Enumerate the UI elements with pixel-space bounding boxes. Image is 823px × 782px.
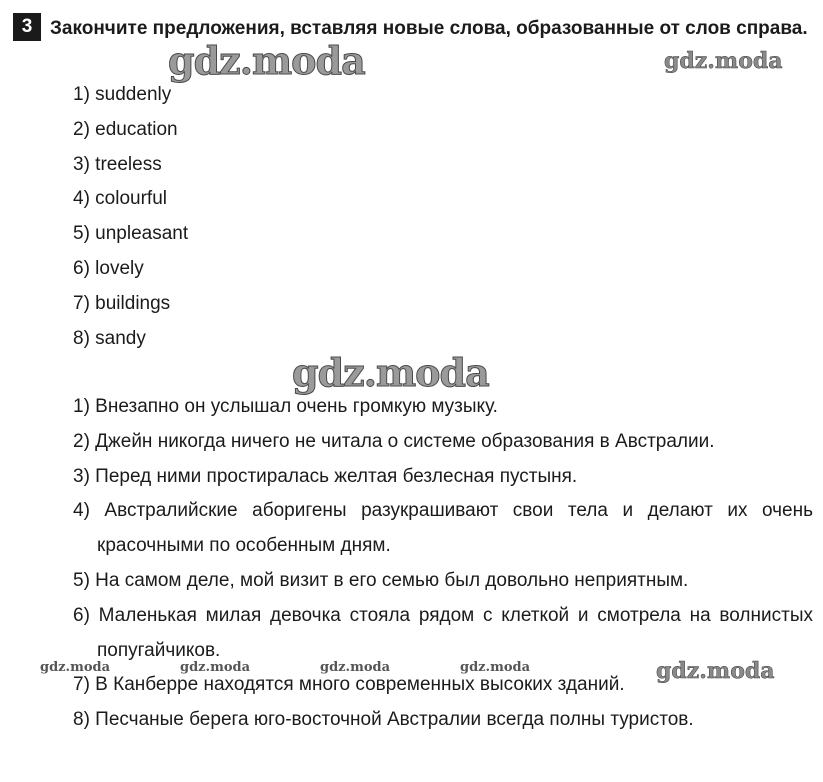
word-item: 2) education [73, 118, 178, 140]
word-item: 3) treeless [73, 153, 162, 175]
sentence-item: 2) Джейн никогда ничего не читала о системе образования в Австралии. [73, 430, 715, 452]
sentence-item: 6) Маленькая милая девочка стояла рядом с клеткой и смотрела на волнистых попугайчиков. [73, 604, 813, 661]
word-list [73, 78, 188, 356]
word-item: 8) sandy [73, 327, 146, 349]
watermark-logo: gdz.moda [320, 660, 391, 675]
sentence-item: 5) На самом деле, мой визит в его семью был довольно неприятным. [73, 569, 689, 591]
word-item: 1) suddenly [73, 84, 172, 105]
watermark-logo: gdz.moda [40, 660, 111, 675]
watermark-logo: gdz.moda [664, 48, 783, 74]
word-item: 5) unpleasant [73, 223, 189, 245]
watermark-logo: gdz.moda [180, 660, 251, 675]
sentence-item: 1) Внезапно он услышал очень громкую музыку. [73, 396, 498, 417]
watermark-logo: gdz.moda [168, 38, 365, 83]
task-number-badge: 3 [13, 13, 41, 41]
word-item: 7) buildings [73, 292, 171, 314]
sentence-item: 8) Песчаные берега юго-восточной Австралии всегда полны туристов. [73, 709, 694, 731]
sentence-item: 3) Перед ними простиралась желтая безлесная пустыня. [73, 465, 578, 487]
sentence-list [73, 390, 813, 738]
task-instruction: Закончите предложения, вставляя новые слова, образованные от слов справа. [50, 18, 808, 39]
sentence-item: 7) В Канберре находятся много современных высоких зданий. [73, 674, 625, 696]
word-item: 6) lovely [73, 257, 144, 279]
watermark-logo: gdz.moda [292, 350, 489, 395]
watermark-logo: gdz.moda [656, 658, 775, 684]
sentence-item: 4) Австралийские аборигены разукрашивают свои тела и делают их очень красочными по особенным дням. [73, 500, 813, 557]
watermark-logo: gdz.moda [460, 660, 531, 675]
word-item: 4) colourful [73, 188, 167, 210]
